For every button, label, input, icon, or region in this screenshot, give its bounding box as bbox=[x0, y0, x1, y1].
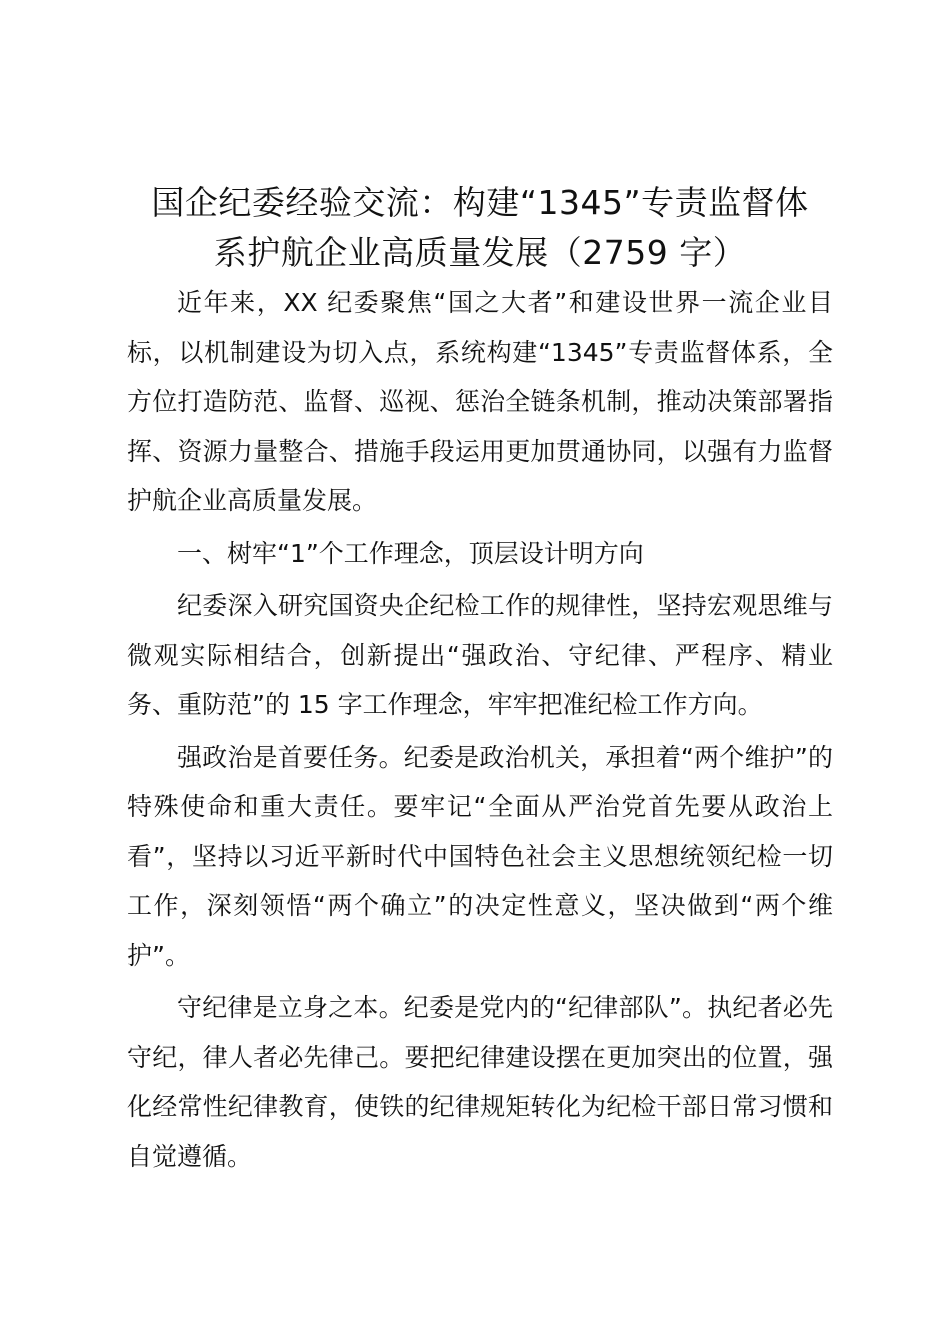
document-title bbox=[127, 178, 833, 278]
section1-paragraph-1: 纪委深入研究国资央企纪检工作的规律性，坚持宏观思维与微观实际相结合，创新提出“强政治、守纪律、严程序、精业务、重防范”的 15 字工作理念，牢牢把准纪检工作方向。 bbox=[127, 591, 833, 719]
title-line-1: 国企纪委经验交流：构建“1345”专责监督体 bbox=[151, 183, 809, 222]
document-page bbox=[127, 178, 833, 1181]
section1-paragraph-2: 强政治是首要任务。纪委是政治机关，承担着“两个维护”的特殊使命和重大责任。要牢记“全面从严治党首先要从政治上看”，坚持以习近平新时代中国特色社会主义思想统领纪检一切工作，深刻领悟“两个确立”的决定性意义，坚决做到“两个维护”。 bbox=[127, 742, 833, 970]
section1-paragraph-3: 守纪律是立身之本。纪委是党内的“纪律部队”。执纪者必先守纪，律人者必先律己。要把纪律建设摆在更加突出的位置，强化经常性纪律教育，使铁的纪律规矩转化为纪检干部日常习惯和自觉遵循。 bbox=[127, 993, 833, 1171]
title-line-2: 系护航企业高质量发展（2759 字） bbox=[213, 233, 747, 272]
section-heading-1: 一、树牢“1”个工作理念，顶层设计明方向 bbox=[177, 538, 644, 568]
intro-paragraph: 近年来，XX 纪委聚焦“国之大者”和建设世界一流企业目标，以机制建设为切入点，系统构建“1345”专责监督体系，全方位打造防范、监督、巡视、惩治全链条机制，推动决策部署指挥、资源力量整合、措施手段运用更加贯通协同，以强有力监督护航企业高质量发展。 bbox=[127, 288, 833, 515]
